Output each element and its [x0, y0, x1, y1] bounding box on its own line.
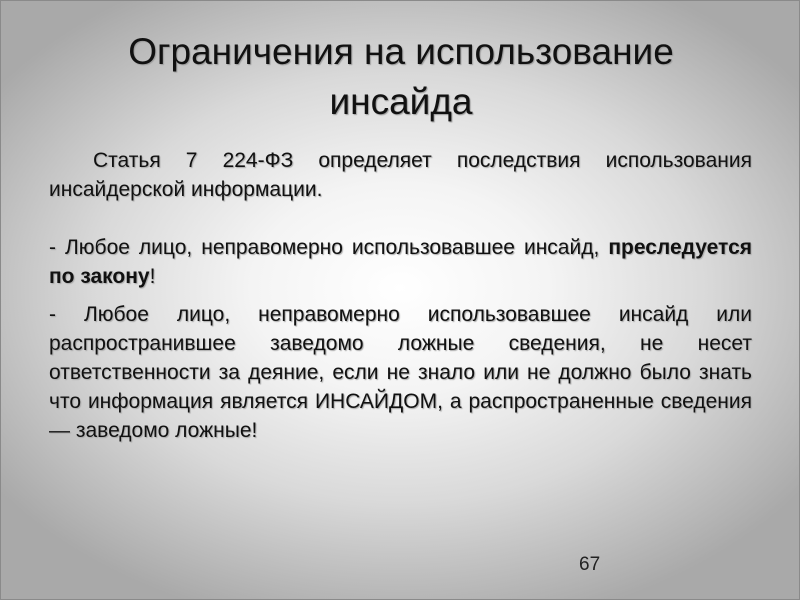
point-1-paragraph — [49, 233, 752, 291]
title-line-1: Ограничения на использование — [128, 31, 674, 72]
intro-paragraph: Статья 7 224-ФЗ определяет последствия использования инсайдерской информации. — [49, 149, 752, 201]
slide-title — [41, 27, 761, 127]
point-2-paragraph: - Любое лицо, неправомерно использовавшее инсайд или распространившее заведомо ложные сведения, не несет ответственности за деяние, если не знало или не должно было знать что информация является ИНСАЙДОМ, а распространенные сведения — заведомо ложные! — [49, 303, 752, 442]
slide-body — [49, 146, 752, 445]
paragraph-gap — [49, 291, 752, 300]
paragraph-spacer — [49, 204, 752, 233]
point-1-emphasis: преследуется по закону — [49, 236, 752, 288]
point-1-end: ! — [149, 265, 156, 288]
point-1-text: - Любое лицо, неправомерно использовавшее инсайд, — [49, 236, 609, 259]
page-number: 67 — [579, 554, 601, 575]
title-line-2: инсайда — [329, 81, 473, 122]
